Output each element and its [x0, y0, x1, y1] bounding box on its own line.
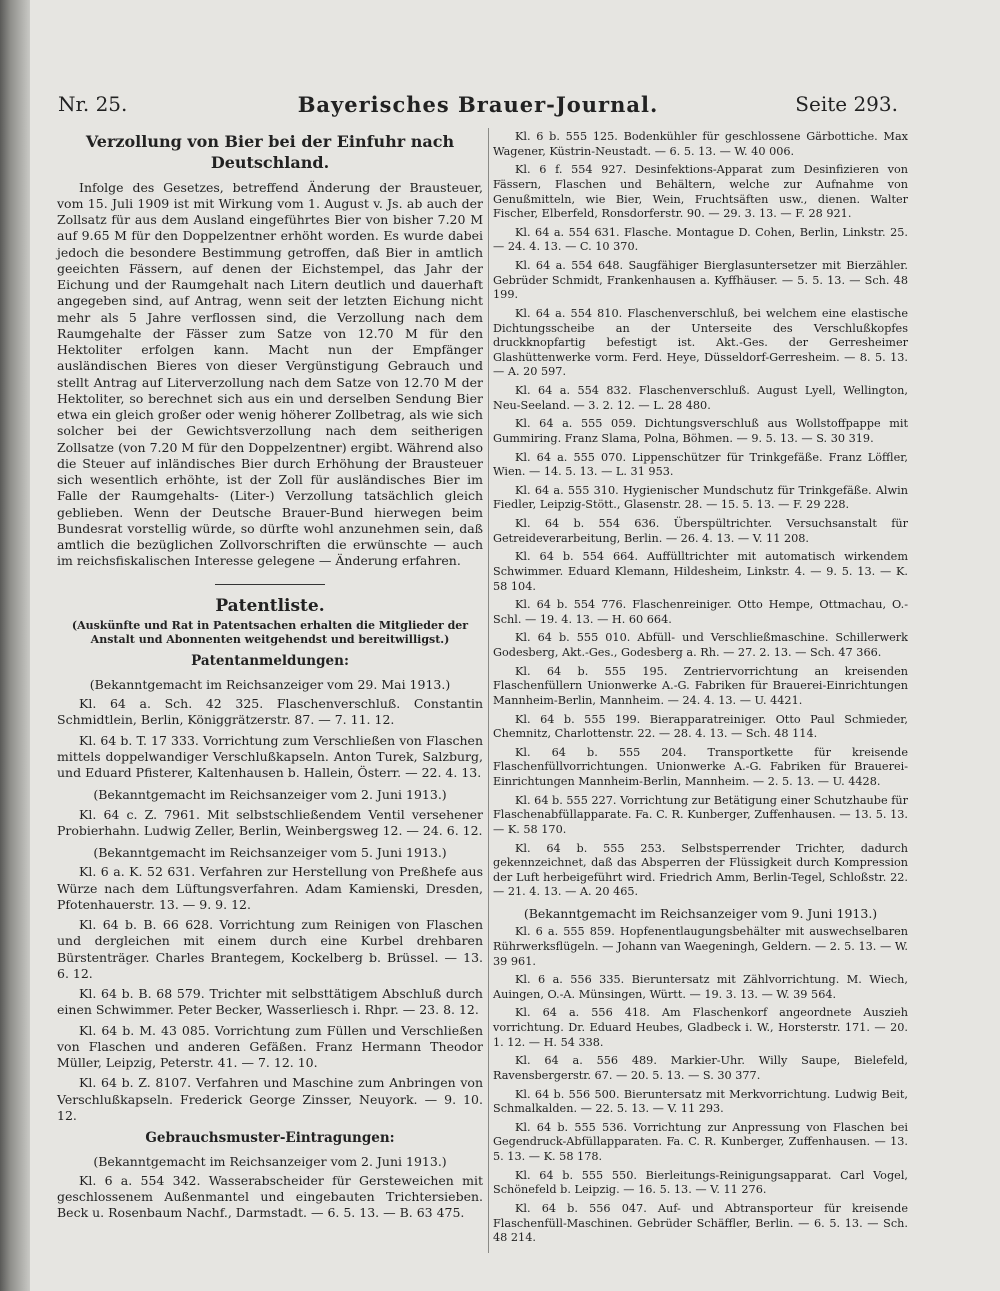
patent-entry: Kl. 64 a. 554 832. Flaschenverschluß. August Lyell, Wellington, Neu-Seeland. — 3. 2. 12. — L. 28 480.: [493, 384, 908, 412]
patent-entry: Kl. 64 a. 555 310. Hygienischer Mundschutz für Trinkgefäße. Alwin Fiedler, Leipzig-Stött., Glasenstr. 28. — 15. 5. 13. — F. 29 228.: [493, 483, 908, 512]
anmeldungen-list: [57, 677, 483, 1124]
article-title: Verzollung von Bier bei der Einfuhr nach Deutschland.: [85, 132, 455, 172]
publication-date-line: (Bekanntgemacht im Reichsanzeiger vom 5. Juni 1913.): [93, 845, 447, 861]
publication-date-line: (Bekanntgemacht im Reichsanzeiger vom 2. Juni 1913.): [93, 1153, 447, 1169]
patent-entry: Kl. 64 a. 554 631. Flasche. Montague D. Cohen, Berlin, Linkstr. 25. — 24. 4. 13. — C. 10 370.: [493, 225, 908, 254]
patent-entry: Kl. 64 b. 556 500. Bieruntersatz mit Merkvorrichtung. Ludwig Beit, Schmalkalden. — 22. 5. 13. — V. 11 293.: [493, 1087, 908, 1116]
patent-entry: Kl. 64 a. 554 810. Flaschenverschluß, bei welchem eine elastische Dichtungsscheibe an der Unterseite des Verschlußkopfes druckknopfartig befestigt ist. Akt.-Ges. der Gerresheimer Glashüttenwerke vorm. Ferd. Heye, Düsseldorf-Gerresheim. — 8. 5. 13. — A. 20 597.: [493, 306, 908, 379]
patent-entry: Kl. 64 b. 554 636. Überspültrichter. Versuchsanstalt für Getreideverarbeitung, Berlin. — 26. 4. 13. — V. 11 208.: [493, 517, 908, 545]
publication-date-line: (Bekanntgemacht im Reichsanzeiger vom 9. Juni 1913.): [523, 906, 878, 921]
patent-entry: Kl. 6 a. 556 335. Bieruntersatz mit Zählvorrichtung. M. Wiech, Auingen, O.-A. Münsingen, Württ. — 19. 3. 13. — W. 39 564.: [493, 973, 908, 1001]
section-rule: [215, 584, 325, 585]
patent-entry: Kl. 64 b. 555 253. Selbstsperrender Trichter, dadurch gekennzeichnet, daß das Absperren der Flüssigkeit durch Kompression der Luft herbeigeführt wird. Friedrich Amm, Berlin-Tegel, Schloßstr. 22. — 21. 4. 13. — A. 20 465.: [493, 841, 908, 899]
page-header: [58, 92, 898, 122]
patent-entry: Kl. 6 a. 555 859. Hopfenentlaugungsbehälter mit auswechselbaren Rührwerksflügeln. — Johann van Waegeningh, Geldern. — 2. 5. 13. — W. 39 961.: [493, 925, 908, 968]
journal-title: Bayerisches Brauer-Journal.: [297, 92, 659, 117]
patent-entry: Kl. 64 b. B. 66 628. Vorrichtung zum Reinigen von Flaschen und dergleichen mit einem durch eine Kurbel drehbaren Bürstenträger. Charles Brantegem, Kockelberg b. Brüssel. — 13. 6. 12.: [57, 917, 483, 981]
patent-entry: Kl. 64 b. 555 227. Vorrichtung zur Betätigung einer Schutzhaube für Flaschenabfüllapparate. Fa. C. R. Kunberger, Zuffenhausen. — 13. 5. 13. — K. 58 170.: [493, 793, 908, 836]
anmeldungen-heading: Patentanmeldungen:: [191, 653, 349, 670]
patent-entry: Kl. 6 b. 555 125. Bodenkühler für geschlossene Gärbottiche. Max Wagener, Küstrin-Neustadt. — 6. 5. 13. — W. 40 006.: [493, 130, 908, 158]
gebrauchsmuster-list: [57, 1154, 483, 1222]
column-divider: [488, 128, 489, 1253]
article-text: Infolge des Gesetzes, betreffend Änderung der Brausteuer, vom 15. Juli 1909 ist mit Wirkung vom 1. August v. Js. ab auch der Zollsatz für aus dem Ausland eingeführtes Bier von bisher 7.20 M auf 9.65 M für den Doppelzentner erhöht worden. Es wurde dabei jedoch die besondere Bestimmung getroffen, daß Bier in amtlich geeichten Fässern, auf denen der Eichstempel, das Jahr der Eichung und der Raumgehalt nach Litern deutlich und dauerhaft angegeben sind, auf Antrag, wenn seit der letzten Eichung nicht mehr als 5 Jahre verflossen sind, die Verzollung nach dem Raumgehalte der Fässer zum Satze von 12.70 M für den Hektoliter erfolgen kann. Macht nun der Empfänger ausländischen Bieres von dieser Vergünstigung Gebrauch und stellt Antrag auf Literverzollung nach dem Satze von 12.70 M der Hektoliter, so berechnet sich aus ein und derselben Sendung Bier etwa ein gleich großer oder wenig höherer Zollbetrag, als wie sich solcher bei der Gewichtsverzollung nach dem seitherigen Zollsatze (von 7.20 M für den Doppelzentner) ergibt. Während also die Steuer auf inländisches Bier durch Erhöhung der Brausteuer sich wesentlich erhöhte, ist der Zoll für ausländisches Bier im Falle der Raumgehalts- (Liter-) Verzollung tatsächlich gleich geblieben. Wenn der Deutsche Brauer-Bund hierwegen beim Bundesrat vorstellig würde, so dürfte wohl anzunehmen sein, daß amtlich die bezüglichen Zollvorschriften die erwünschte — auch im reichsfiskalischen Interesse gelegene — Änderung erfahren.: [57, 179, 483, 569]
patent-list-note: (Auskünfte und Rat in Patentsachen erhalten die Mitglieder der Anstalt und Abonnenten weitgehendst und bereitwilligst.): [71, 618, 469, 646]
patent-entry: Kl. 64 a. 554 648. Saugfähiger Bierglasuntersetzer mit Bierzähler. Gebrüder Schmidt, Frankenhausen a. Kyffhäuser. — 5. 5. 13. — Sch. 48 199.: [493, 259, 908, 302]
patent-entry: Kl. 6 a. 554 342. Wasserabscheider für Gersteweichen mit geschlossenem Außenmantel und eingebauten Trichtersieben. Beck u. Rosenbaum Nachf., Darmstadt. — 6. 5. 13. — B. 63 475.: [57, 1172, 483, 1221]
patent-entry: Kl. 64 b. 555 010. Abfüll- und Verschließmaschine. Schillerwerk Godesberg, Akt.-Ges., Godesberg a. Rh. — 27. 2. 13. — Sch. 47 366.: [493, 631, 908, 659]
right-column: [493, 130, 908, 1250]
patent-entry: Kl. 64 c. Z. 7961. Mit selbstschließendem Ventil versehener Probierhahn. Ludwig Zeller, Berlin, Weinbergsweg 12. — 24. 6. 12.: [57, 806, 483, 838]
page-number: Seite 293.: [795, 92, 898, 116]
patent-entry: Kl. 64 b. 555 550. Bierleitungs-Reinigungsapparat. Carl Vogel, Schönefeld b. Leipzig. — 16. 5. 13. — V. 11 276.: [493, 1168, 908, 1197]
patent-entry: Kl. 64 a. Sch. 42 325. Flaschenverschluß. Constantin Schmidtlein, Berlin, Königgrätzerstr. 87. — 7. 11. 12.: [57, 696, 483, 728]
patent-entry: Kl. 6 f. 554 927. Desinfektions-Apparat zum Desinfizieren von Fässern, Flaschen und Behältern, welche zur Aufnahme von Genußmitteln, wie Bier, Wein, Fruchtsäften usw., dienen. Walter Fischer, Elberfeld, Ronsdorferstr. 90. — 29. 3. 13. — F. 28 921.: [493, 163, 908, 221]
patent-entry: Kl. 64 b. M. 43 085. Vorrichtung zum Füllen und Verschließen von Flaschen und anderen Gefäßen. Franz Hermann Theodor Müller, Leipzig, Peterstr. 41. — 7. 12. 10.: [57, 1022, 483, 1071]
patent-list-title: Patentliste.: [215, 595, 325, 616]
gebrauchsmuster-heading: Gebrauchsmuster-Eintragungen:: [145, 1130, 395, 1147]
book-gutter-shadow: [0, 0, 30, 1291]
publication-date-line: (Bekanntgemacht im Reichsanzeiger vom 2. Juni 1913.): [93, 787, 447, 803]
patent-entry: Kl. 64 b. 554 776. Flaschenreiniger. Otto Hempe, Ottmachau, O.-Schl. — 19. 4. 13. — H. 60 664.: [493, 598, 908, 626]
patent-entry: Kl. 64 b. 554 664. Auffülltrichter mit automatisch wirkendem Schwimmer. Eduard Klemann, Hildesheim, Linkstr. 4. — 9. 5. 13. — K. 58 104.: [493, 550, 908, 593]
left-column: [57, 130, 483, 1226]
patent-entry: Kl. 64 b. 555 195. Zentriervorrichtung an kreisenden Flaschenfüllern Unionwerke A.-G. Fabriken für Brauerei-Einrichtungen Mannheim-Berlin, Mannheim. — 24. 4. 13. — U. 4421.: [493, 664, 908, 707]
patent-entry: Kl. 64 b. 556 047. Auf- und Abtransporteur für kreisende Flaschenfüll-Maschinen. Gebrüder Schäffler, Berlin. — 6. 5. 13. — Sch. 48 214.: [493, 1201, 908, 1245]
patent-entry: Kl. 64 a. 555 059. Dichtungsverschluß aus Wollstoffpappe mit Gummiring. Franz Slama, Polna, Böhmen. — 9. 5. 13. — S. 30 319.: [493, 417, 908, 445]
patent-entry: Kl. 64 a. 555 070. Lippenschützer für Trinkgefäße. Franz Löffler, Wien. — 14. 5. 13. — L. 31 953.: [493, 450, 908, 479]
patent-entry: Kl. 64 a. 556 489. Markier-Uhr. Willy Saupe, Bielefeld, Ravensbergerstr. 67. — 20. 5. 13. — S. 30 377.: [493, 1054, 908, 1082]
patent-entry: Kl. 64 b. T. 17 333. Vorrichtung zum Verschließen von Flaschen mittels doppelwandiger Verschlußkapseln. Anton Turek, Salzburg, und Eduard Pfisterer, Kaltenhausen b. Hallein, Österr. — 22. 4. 13.: [57, 732, 483, 781]
publication-date-line: (Bekanntgemacht im Reichsanzeiger vom 29. Mai 1913.): [89, 676, 451, 692]
issue-number: Nr. 25.: [58, 92, 128, 116]
patent-entry: Kl. 64 b. Z. 8107. Verfahren und Maschine zum Anbringen von Verschlußkapseln. Frederick George Zinsser, Neuyork. — 9. 10. 12.: [57, 1075, 483, 1123]
patent-entry: Kl. 64 b. 555 204. Transportkette für kreisende Flaschenfüllvorrichtungen. Unionwerke A.-G. Fabriken für Brauerei-Einrichtungen Mannheim-Berlin, Mannheim. — 2. 5. 13. — U. 4428.: [493, 745, 908, 788]
patent-entry: Kl. 64 b. B. 68 579. Trichter mit selbsttätigem Abschluß durch einen Schwimmer. Peter Becker, Wasserliesch i. Rhpr. — 23. 8. 12.: [57, 986, 483, 1018]
patent-entry: Kl. 64 a. 556 418. Am Flaschenkorf angeordnete Auszieh vorrichtung. Dr. Eduard Heubes, Gladbeck i. W., Horsterstr. 171. — 20. 1. 12. — H. 54 338.: [493, 1006, 908, 1049]
patent-entry: Kl. 64 b. 555 199. Bierapparatreiniger. Otto Paul Schmieder, Chemnitz, Charlottenstr. 22. — 28. 4. 13. — Sch. 48 114.: [493, 712, 908, 741]
patent-entry: Kl. 6 a. K. 52 631. Verfahren zur Herstellung von Preßhefe aus Würze nach dem Lüftungsverfahren. Adam Kamienski, Dresden, Pfotenhauerstr. 13. — 9. 9. 12.: [57, 864, 483, 912]
patent-entry: Kl. 64 b. 555 536. Vorrichtung zur Anpressung von Flaschen bei Gegendruck-Abfüllapparaten. Fa. C. R. Kunberger, Zuffenhausen. — 13. 5. 13. — K. 58 178.: [493, 1120, 908, 1163]
